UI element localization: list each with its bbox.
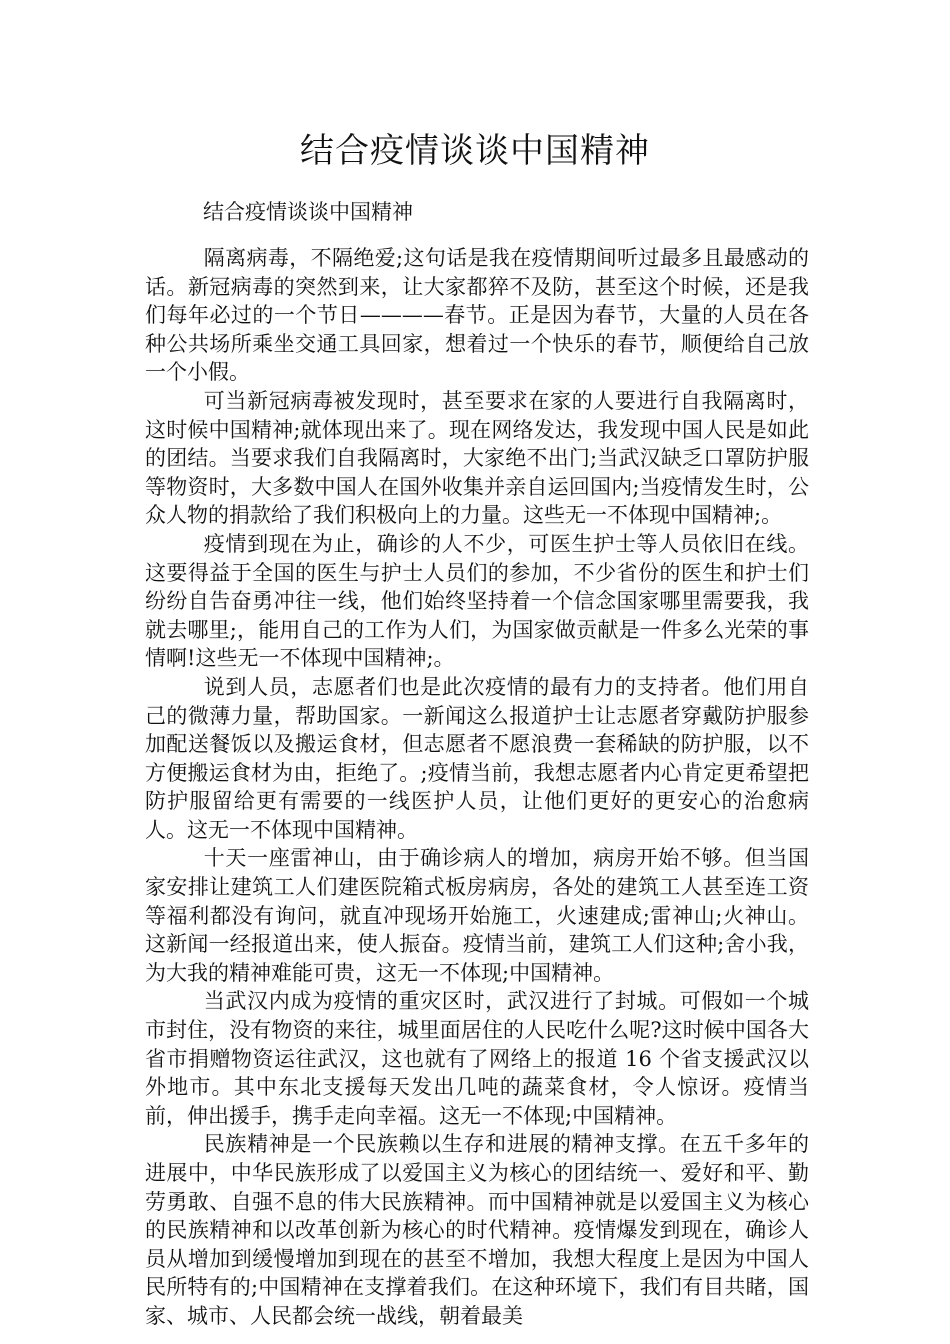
body-paragraph: 十天一座雷神山，由于确诊病人的增加，病房开始不够。但当国家安排让建筑工人们建医院箱式板房病房，各处的建筑工人甚至连工资等福利都没有询问，就直冲现场开始施工，火速建成;雷神山;火神山。这新闻一经报道出来，使人振奋。疫情当前，建筑工人们这种;舍小我，为大我的精神难能可贵，这无一不体现;中国精神。 bbox=[145, 846, 809, 985]
body-paragraph: 民族精神是一个民族赖以生存和进展的精神支撑。在五千多年的进展中，中华民族形成了以爱国主义为核心的团结统一、爱好和平、勤劳勇敢、自强不息的伟大民族精神。而中国精神就是以爱国主义为核心的民族精神和以改革创新为核心的时代精神。疫情爆发到现在，确诊人员从增加到缓慢增加到现在的甚至不增加，我想大程度上是因为中国人民所特有的;中国精神在支撑着我们。在这种环境下，我们有目共睹，国家、城市、人民都会统一战线，朝着最美 bbox=[145, 1132, 809, 1328]
document-body bbox=[145, 244, 809, 1331]
body-paragraph: 可当新冠病毒被发现时，甚至要求在家的人要进行自我隔离时，这时候中国精神;就体现出来了。现在网络发达，我发现中国人民是如此的团结。当要求我们自我隔离时，大家绝不出门;当武汉缺乏口罩防护服等物资时，大多数中国人在国外收集并亲自运回国内;当疫情发生时，公众人物的捐款给了我们积极向上的力量。这些无一不体现中国精神;。 bbox=[145, 388, 809, 528]
body-paragraph: 疫情到现在为止，确诊的人不少，可医生护士等人员依旧在线。这要得益于全国的医生与护士人员们的参加，不少省份的医生和护士们纷纷自告奋勇冲往一线，他们始终坚持着一个信念国家哪里需要我，我就去哪里;，能用自己的工作为人们，为国家做贡献是一件多么光荣的事情啊!这些无一不体现中国精神;。 bbox=[145, 531, 809, 671]
document-title: 结合疫情谈谈中国精神 bbox=[300, 131, 650, 171]
body-paragraph: 说到人员，志愿者们也是此次疫情的最有力的支持者。他们用自己的微薄力量，帮助国家。一新闻这么报道护士让志愿者穿戴防护服参加配送餐饭以及搬运食材，但志愿者不愿浪费一套稀缺的防护服，以不方便搬运食材为由，拒绝了。;疫情当前，我想志愿者内心肯定更希望把防护服留给更有需要的一线医护人员，让他们更好的更安心的治愈病人。这无一不体现中国精神。 bbox=[145, 674, 809, 842]
body-paragraph: 当武汉内成为疫情的重灾区时，武汉进行了封城。可假如一个城市封住，没有物资的来往，城里面居住的人民吃什么呢?这时候中国各大省市捐赠物资运往武汉，这也就有了网络上的报道 16 个省支援武汉以外地市。其中东北支援每天发出几吨的蔬菜食材，令人惊讶。疫情当前，伸出援手，携手走向幸福。这无一不体现;中国精神。 bbox=[145, 989, 809, 1128]
body-paragraph: 隔离病毒，不隔绝爱;这句话是我在疫情期间听过最多且最感动的话。新冠病毒的突然到来，让大家都猝不及防，甚至这个时候，还是我们每年必过的一个节日————春节。正是因为春节，大量的人员在各种公共场所乘坐交通工具回家，想着过一个快乐的春节，顺便给自己放一个小假。 bbox=[145, 246, 809, 385]
document-subtitle: 结合疫情谈谈中国精神 bbox=[203, 200, 413, 224]
